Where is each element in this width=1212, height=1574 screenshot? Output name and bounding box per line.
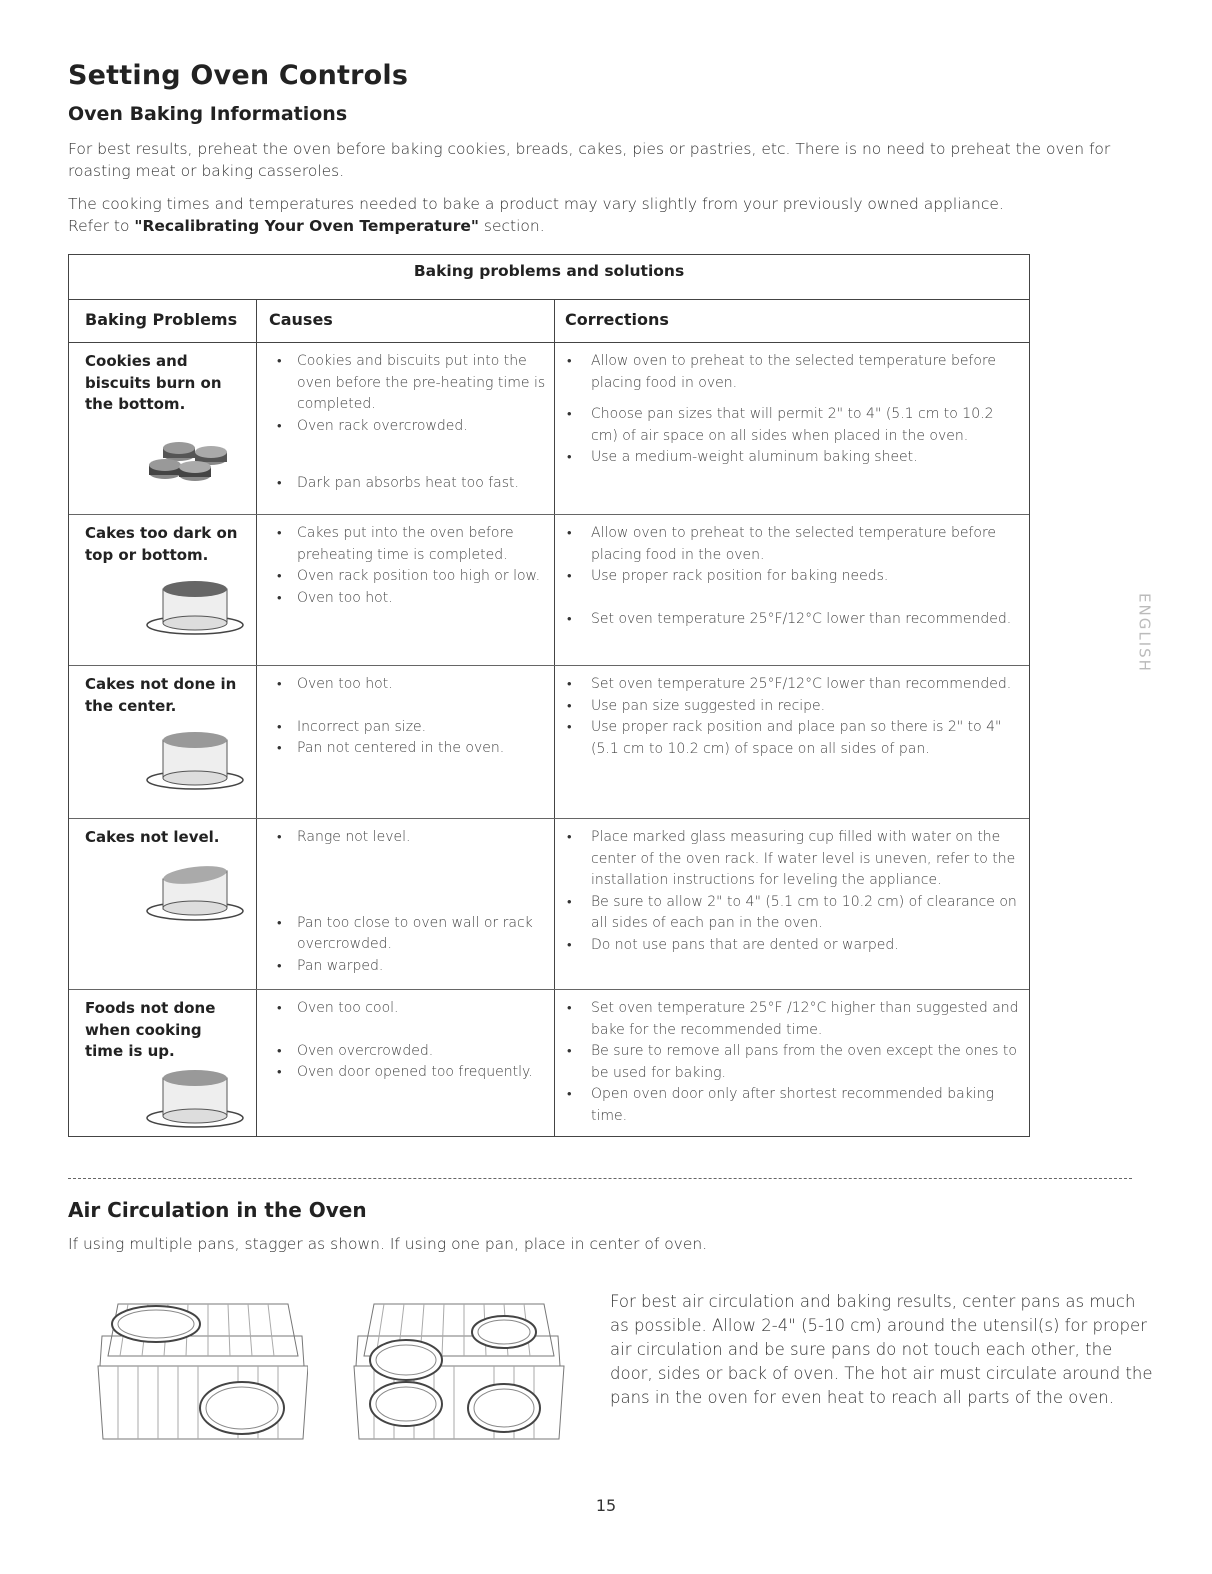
cake-foods-icon <box>143 1064 247 1128</box>
intro-refer-prefix: Refer to <box>68 217 135 235</box>
problem-line: the center. <box>85 696 177 715</box>
correction-item: • Be sure to remove all pans from the oven except the ones to be used for baking. <box>565 1041 1021 1084</box>
problem-cell <box>69 990 256 1136</box>
cause-item: • Oven too hot. <box>269 588 546 610</box>
causes-cell <box>256 515 554 665</box>
correction-item: • Set oven temperature 25°F /12°C higher than suggested and bake for the recommended time. <box>565 998 1021 1041</box>
language-side-tab <box>1127 578 1161 688</box>
cause-item: • Oven rack overcrowded. <box>269 416 546 438</box>
problem-line: Cakes not done in <box>85 675 237 693</box>
problem-cell <box>69 343 256 514</box>
correction-item: • Open oven door only after shortest recommended baking time. <box>565 1084 1021 1127</box>
cause-item: • Dark pan absorbs heat too fast. <box>269 473 546 495</box>
cake-dark-icon <box>143 575 247 635</box>
correction-item: • Set oven temperature 25°F/12°C lower than recommended. <box>565 674 1021 696</box>
problem-line: time is up. <box>85 1042 175 1060</box>
causes-cell <box>256 666 554 818</box>
problem-line: Cakes not level. <box>85 828 220 846</box>
correction-item: • Choose pan sizes that will permit 2" to 4" (5.1 cm to 10.2 cm) of air space on all sides when placed in the oven. <box>565 404 1021 447</box>
header-causes: Causes <box>256 300 554 342</box>
intro-paragraph-1: For best results, preheat the oven before baking cookies, breads, cakes, pies or pastries, etc. There is no need to preheat the oven for roasting meat or baking casseroles. <box>68 140 1111 180</box>
corrections-cell <box>554 343 1029 514</box>
page-title: Setting Oven Controls <box>68 60 409 91</box>
cause-item: • Oven rack position too high or low. <box>269 566 546 588</box>
correction-item: • Allow oven to preheat to the selected temperature before placing food in the oven. <box>565 523 1021 566</box>
oven-rack-stagger-illustration <box>344 1296 566 1446</box>
table-header-row <box>69 300 1029 343</box>
air-circulation-title: Air Circulation in the Oven <box>68 1198 367 1222</box>
causes-cell <box>256 990 554 1136</box>
side-tab-label: ENGLISH <box>1135 593 1154 673</box>
oven-rack-two-racks-illustration <box>88 1296 308 1446</box>
header-problems: Baking Problems <box>85 310 238 329</box>
recalibrating-reference: "Recalibrating Your Oven Temperature" <box>134 217 479 235</box>
problem-cell <box>69 666 256 818</box>
cause-item: • Incorrect pan size. <box>269 717 546 739</box>
corrections-cell <box>554 990 1029 1136</box>
problem-line: the bottom. <box>85 395 186 413</box>
cause-item: • Oven door opened too frequently. <box>269 1062 546 1084</box>
cake-uneven-icon <box>143 859 247 923</box>
page-number: 15 <box>595 1496 617 1515</box>
correction-item: • Use proper rack position and place pan so there is 2" to 4" (5.1 cm to 10.2 cm) of space on all sides of pan. <box>565 717 1021 760</box>
problem-line: top or bottom. <box>85 545 209 564</box>
problem-line: when cooking <box>85 1020 202 1039</box>
intro-paragraph-2-text: The cooking times and temperatures needed to bake a product may vary slightly from your previously owned appliance. <box>68 195 1004 213</box>
causes-cell <box>256 819 554 989</box>
table-row <box>69 343 1029 515</box>
problem-line: Cookies and <box>85 352 188 370</box>
cause-item: • Pan warped. <box>269 956 546 978</box>
cause-item: • Cakes put into the oven before preheating time is completed. <box>269 523 546 566</box>
problem-cell <box>69 515 256 665</box>
correction-item: • Use a medium-weight aluminum baking sheet. <box>565 447 1021 469</box>
problem-line: Foods not done <box>85 999 216 1017</box>
corrections-cell <box>554 666 1029 818</box>
cause-item: • Oven too hot. <box>269 674 546 696</box>
table-row <box>69 819 1029 990</box>
cake-undone-icon <box>143 726 247 790</box>
air-circulation-body: For best air circulation and baking results, center pans as much as possible. Allow 2-4" (5-10 cm) around the utensil(s) for proper air circulation and be sure pans do not touch each other, the door, sides or back of oven. The hot air must circulate around the pans in the oven for even heat to reach all parts of the oven. <box>610 1292 1153 1407</box>
problem-cell <box>69 819 256 989</box>
correction-item: • Use pan size suggested in recipe. <box>565 696 1021 718</box>
table-title: Baking problems and solutions <box>69 255 1029 300</box>
problem-line: Cakes too dark on <box>85 524 238 542</box>
table-row <box>69 990 1029 1136</box>
problem-line: biscuits burn on <box>85 373 222 392</box>
correction-item: • Use proper rack position for baking needs. <box>565 566 1021 588</box>
table-row <box>69 515 1029 666</box>
section-title: Oven Baking Informations <box>68 103 348 125</box>
cookie-pans-icon <box>141 435 249 485</box>
cause-item: • Cookies and biscuits put into the oven before the pre-heating time is completed. <box>269 351 546 416</box>
cause-item: • Pan too close to oven wall or rack overcrowded. <box>269 913 546 956</box>
cause-item: • Pan not centered in the oven. <box>269 738 546 760</box>
table-row <box>69 666 1029 819</box>
cause-item: • Range not level. <box>269 827 546 849</box>
corrections-cell <box>554 515 1029 665</box>
correction-item: • Allow oven to preheat to the selected temperature before placing food in oven. <box>565 351 1021 394</box>
causes-cell <box>256 343 554 514</box>
correction-item: • Place marked glass measuring cup filled with water on the center of the oven rack. If water level is uneven, refer to the installation instructions for leveling the appliance. <box>565 827 1021 892</box>
baking-problems-table <box>68 254 1030 1137</box>
correction-item: • Set oven temperature 25°F/12°C lower than recommended. <box>565 609 1021 631</box>
cause-item: • Oven too cool. <box>269 998 546 1020</box>
header-corrections: Corrections <box>554 300 1029 342</box>
cause-item: • Oven overcrowded. <box>269 1041 546 1063</box>
corrections-cell <box>554 819 1029 989</box>
intro-paragraph-2 <box>68 193 1138 237</box>
correction-item: • Do not use pans that are dented or warped. <box>565 935 1021 957</box>
intro-refer-suffix: section. <box>478 217 545 235</box>
section-divider <box>68 1178 1132 1179</box>
correction-item: • Be sure to allow 2" to 4" (5.1 cm to 10.2 cm) of clearance on all sides of each pan in the oven. <box>565 892 1021 935</box>
air-circulation-intro: If using multiple pans, stagger as shown. If using one pan, place in center of oven. <box>68 1235 708 1253</box>
